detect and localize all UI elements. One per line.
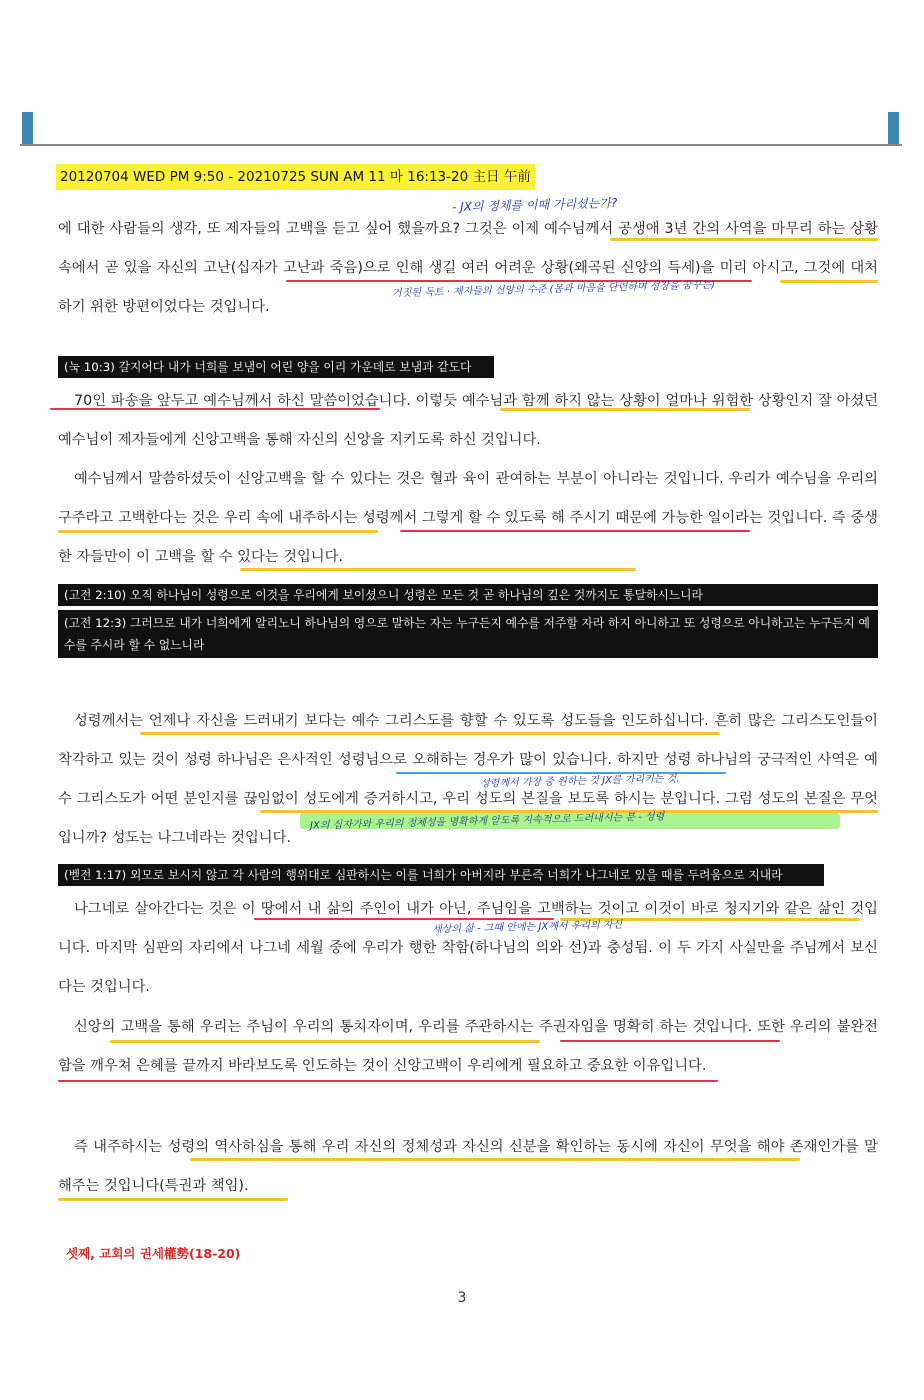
- handwritten-note: JX의 십자가와 우리의 정체성을 명확하게 알도록 지속적으로 드러내시는 분 - 성령: [309, 811, 665, 832]
- paragraph: 70인 파송을 앞두고 예수님께서 하신 말씀이었습니다. 이렇듯 예수님과 함께 하지 않는 상황이 얼마나 위험한 상황인지 잘 아셨던 예수님이 제자들에게 신앙고백을 통해 자신의 신앙을 지키도록 하신 것입니다.: [58, 393, 878, 448]
- scripture-verse: (벧전 1:17) 외모로 보시지 않고 각 사람의 행위대로 심판하시는 이를 너희가 아버지라 부른즉 너희가 나그네로 있을 때를 두려움으로 지내라: [58, 864, 824, 886]
- header-rule: [20, 144, 902, 146]
- paragraph: 즉 내주하시는 성령의 역사하심을 통해 우리 자신의 정체성과 자신의 신분을 확인하는 동시에 자신이 무엇을 해야 존재인가를 말해주는 것입니다(특권과 책임).: [58, 1139, 878, 1194]
- handwritten-note: 거짓된 독트 · 제자들의 신앙의 수준 (몸과 마음을 단련하며 성장을 꿈꾸는): [391, 279, 716, 300]
- handwritten-note: 성령께서 가장 중 원하는 것 JX를 가리키는 것.: [479, 773, 680, 790]
- scripture-verse: (눅 10:3) 갈지어다 내가 너희를 보냄이 어린 양을 이리 가운데로 보냄과 같도다: [58, 356, 494, 378]
- header-accent-bar-right: [888, 112, 899, 146]
- page-number: 3: [457, 1290, 467, 1306]
- paragraph: 성령께서는 언제나 자신을 드러내기 보다는 예수 그리스도를 향할 수 있도록 성도들을 인도하십니다. 흔히 많은 그리스도인들이 착각하고 있는 것이 성령 하나님은 은사적인 성령님으로 오해하는 경우가 많이 있습니다. 하지만 성령 하나님의 궁극적인 사역은 예수 그리스도가 어떤 분인지를 끊임없이 성도에게 증거하시고, 우리 성도의 본질을 보도록 하시는 분입니다. 그럼 성도의 본질은 무엇입니까? 성도는 나그네라는 것입니다.: [58, 713, 878, 846]
- paragraph: 예수님께서 말씀하셨듯이 신앙고백을 할 수 있다는 것은 혈과 육이 관여하는 부분이 아니라는 것입니다. 우리가 예수님을 우리의 구주라고 고백한다는 것은 우리 속에 내주하시는 성령께서 그렇게 할 수 있도록 해 주시기 때문에 가능한 일이라는 것입니다. 즉 중생한 자들만이 이 고백을 할 수 있다는 것입니다.: [58, 471, 878, 565]
- paragraph: 에 대한 사람들의 생각, 또 제자들의 고백을 듣고 싶어 했을까요? 그것은 이제 예수님께서 공생애 3년 간의 사역을 마무리 하는 상황 속에서 곧 있을 자신의 고난(십자가 고난과 죽음)으로 인해 생길 여러 어려운 상황(왜곡된 신앙의 득세)을 미리 아시고, 그것에 대처하기 위한 방편이었다는 것입니다.: [58, 221, 878, 315]
- section-heading: 셋째, 교회의 권세權勢(18-20): [66, 1246, 241, 1261]
- scripture-verse: (고전 12:3) 그러므로 내가 너희에게 알리노니 하나님의 영으로 말하는 자는 누구든지 예수를 저주할 자라 하지 아니하고 또 성령으로 아니하고는 누구든지 예수를 주시라 할 수 없느니라: [58, 610, 878, 658]
- handwritten-note: 세상의 삶 - 그때 안에는 JX께서 우리의 자신: [431, 919, 623, 936]
- scripture-verse: (고전 2:10) 오직 하나님이 성령으로 이것을 우리에게 보이셨으니 성령은 모든 것 곧 하나님의 깊은 것까지도 통달하시느니라: [58, 584, 878, 606]
- paragraph: 신앙의 고백을 통해 우리는 주님이 우리의 통치자이며, 우리를 주관하시는 주권자임을 명확히 하는 것입니다. 또한 우리의 불완전함을 깨우쳐 은혜를 끝까지 바라보도록 인도하는 것이 신앙고백이 우리에게 필요하고 중요한 이유입니다.: [58, 1019, 878, 1074]
- paragraph: 나그네로 살아간다는 것은 이 땅에서 내 삶의 주인이 내가 아닌, 주님임을 고백하는 것이고 이것이 바로 청지기와 같은 삶인 것입니다. 마지막 심판의 자리에서 나그네 세월 중에 우리가 행한 착함(하나님의 의와 선)과 충성됨. 이 두 가지 사실만을 주님께서 보신다는 것입니다.: [58, 901, 878, 995]
- sermon-date-header: 20120704 WED PM 9:50 - 20210725 SUN AM 11 마 16:13-20 主日 午前: [56, 164, 535, 190]
- handwritten-note: - JX의 정체를 이때 가리셨는가?: [451, 195, 618, 215]
- header-accent-bar-left: [22, 112, 33, 146]
